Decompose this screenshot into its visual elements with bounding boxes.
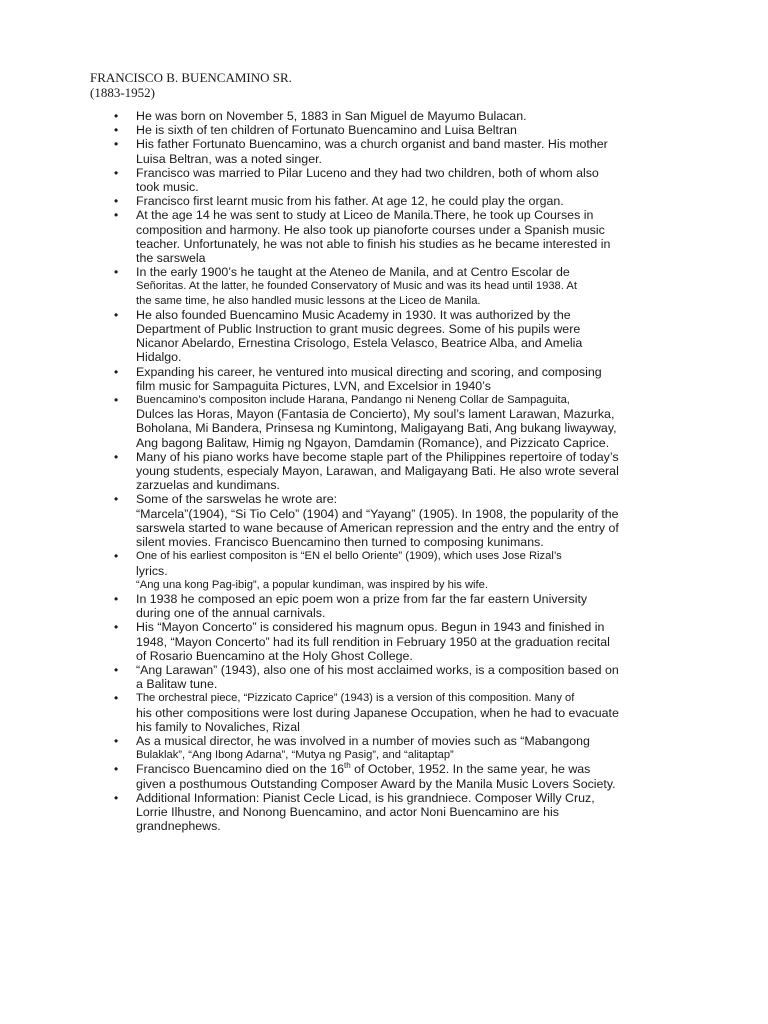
bullet-line: during one of the annual carnivals. — [136, 606, 326, 621]
bullet-icon: • — [114, 364, 119, 379]
bullet-icon: • — [114, 591, 119, 606]
bullet-line: Dulces las Horas, Mayon (Fantasia de Concierto), My soul’s lament Larawan, Mazurka, — [136, 407, 615, 422]
bullet-item — [114, 123, 686, 137]
bullet-line: Many of his piano works have become staple part of the Philippines repertoire of today’s — [136, 449, 619, 464]
bullet-item — [114, 137, 686, 165]
bullet-item — [114, 450, 686, 493]
bullet-line: Buencamino’s compositon include Harana, Pandango ni Neneng Collar de Sampaguita, — [136, 394, 570, 407]
bullet-line: Nicanor Abelardo, Ernestina Crisologo, Estela Velasco, Beatrice Alba, and Amelia — [136, 336, 583, 351]
bullet-item — [114, 620, 686, 663]
bullet-icon: • — [114, 733, 119, 748]
page-title: FRANCISCO B. BUENCAMINO SR. — [90, 70, 292, 85]
bullet-icon: • — [114, 393, 119, 408]
bullet-icon: • — [114, 762, 119, 777]
ordinal-superscript: th — [344, 761, 351, 771]
bullet-line: “Marcela”(1904), “Si Tio Celo” (1904) and “Yayang” (1905). In 1908, the popularity of the — [136, 506, 619, 521]
bullet-item — [114, 663, 686, 691]
bullet-line: As a musical director, he was involved in a number of movies such as “Mabangong — [136, 733, 590, 748]
bullet-item — [114, 691, 686, 734]
bullet-line: “Ang Larawan” (1943), also one of his most acclaimed works, is a composition based on — [136, 662, 619, 677]
bullet-line: He is sixth of ten children of Fortunato Buencamino and Luisa Beltran — [136, 123, 517, 138]
bullet-line: film music for Sampaguita Pictures, LVN, and Excelsior in 1940’s — [136, 378, 491, 393]
bullet-line: Francisco first learnt music from his father. At age 12, he could play the organ. — [136, 194, 564, 209]
bullet-line: his other compositions were lost during Japanese Occupation, when he had to evacuate — [136, 705, 619, 720]
bullet-line: Additional Information: Pianist Cecle Licad, is his grandniece. Composer Willy Cruz, — [136, 790, 595, 805]
bullet-list — [114, 109, 686, 833]
bullet-line: Francisco was married to Pilar Luceno and they had two children, both of whom also — [136, 165, 599, 180]
bullet-icon: • — [114, 662, 119, 677]
bullet-icon: • — [114, 307, 119, 322]
bullet-item — [114, 592, 686, 620]
bullet-line: silent movies. Francisco Buencamino then turned to composing kunimans. — [136, 535, 544, 550]
bullet-icon: • — [114, 549, 119, 564]
bullet-line: Hidalgo. — [136, 350, 182, 365]
bullet-line: Luisa Beltran, was a noted singer. — [136, 151, 322, 166]
bullet-line: took music. — [136, 180, 199, 195]
document-header — [90, 70, 292, 100]
bullet-item — [114, 265, 686, 308]
bullet-line: sarswela started to wane because of American repression and the entry and the entry of — [136, 520, 619, 535]
bullet-line: Ang bagong Balitaw, Himig ng Ngayon, Damdamin (Romance), and Pizzicato Caprice. — [136, 435, 610, 450]
bullet-line: Department of Public Instruction to grant music degrees. Some of his pupils were — [136, 322, 581, 337]
bullet-line: zarzuelas and kundimans. — [136, 478, 280, 493]
bullet-icon: • — [114, 620, 119, 635]
bullet-item — [114, 393, 686, 450]
bullet-icon: • — [114, 194, 119, 209]
bullet-line: His “Mayon Concerto” is considered his magnum opus. Begun in 1943 and finished in — [136, 620, 605, 635]
bullet-item — [114, 194, 686, 208]
bullet-line: The orchestral piece, “Pizzicato Caprice” (1943) is a version of this composition. Many of — [136, 692, 575, 705]
bullet-line: given a posthumous Outstanding Composer Award by the Manila Music Lovers Society. — [136, 776, 616, 791]
bullet-line: grandnephews. — [136, 819, 221, 834]
bullet-line: His father Fortunato Buencamino, was a church organist and band master. His mother — [136, 137, 608, 152]
bullet-line: his family to Novaliches, Rizal — [136, 719, 300, 734]
life-years: (1883-1952) — [90, 85, 155, 100]
bullet-line: “Ang una kong Pag-ibig”, a popular kundiman, was inspired by his wife. — [136, 578, 488, 591]
bullet-icon: • — [114, 165, 119, 180]
bullet-line: In the early 1900’s he taught at the Ateneo de Manila, and at Centro Escolar de — [136, 265, 570, 280]
bullet-line: of Rosario Buencamino at the Holy Ghost College. — [136, 648, 413, 663]
bullet-line: Lorrie Ilhustre, and Nonong Buencamino, and actor Noni Buencamino are his — [136, 804, 559, 819]
bullet-line: He also founded Buencamino Music Academy in 1930. It was authorized by the — [136, 307, 571, 322]
bullet-line: Señoritas. At the latter, he founded Conservatory of Music and was its head until 1938. At — [136, 280, 577, 293]
bullet-icon: • — [114, 449, 119, 464]
bullet-line: composition and harmony. He also took up pianoforte courses under a Spanish music — [136, 222, 605, 237]
bullet-line: young students, especialy Mayon, Larawan, and Maligayang Bati. He also wrote several — [136, 464, 619, 479]
bullet-line: teacher. Unfortunately, he was not able to finish his studies as he became interested in — [136, 236, 611, 251]
bullet-line — [136, 762, 686, 776]
bullet-icon: • — [114, 208, 119, 223]
bullet-icon: • — [114, 123, 119, 138]
bullet-line: 1948, “Mayon Concerto” had its full rendition in February 1950 at the graduation recital — [136, 634, 610, 649]
line-text: Francisco Buencamino died on the 16 — [136, 762, 345, 777]
bullet-item — [114, 109, 686, 123]
bullet-line: Some of the sarswelas he wrote are: — [136, 492, 338, 507]
bullet-line: Bulaklak”, “Ang Ibong Adarna”, “Mutya ng Pasig”, and “alitaptap” — [136, 749, 454, 762]
bullet-icon: • — [114, 691, 119, 706]
bullet-icon: • — [114, 109, 119, 123]
bullet-icon: • — [114, 790, 119, 805]
bullet-line: a Balitaw tune. — [136, 677, 218, 692]
bullet-item — [114, 549, 686, 592]
bullet-item — [114, 365, 686, 393]
bullet-line: lyrics. — [136, 563, 168, 578]
bullet-line: the same time, he also handled music lessons at the Liceo de Manila. — [136, 294, 481, 307]
bullet-line: He was born on November 5, 1883 in San Miguel de Mayumo Bulacan. — [136, 109, 527, 123]
bullet-icon: • — [114, 492, 119, 507]
bullet-item — [114, 208, 686, 265]
line-text: of October, 1952. In the same year, he was — [350, 762, 591, 777]
bullet-icon: • — [114, 137, 119, 152]
bullet-icon: • — [114, 265, 119, 280]
bullet-line: One of his earliest compositon is “EN el bello Oriente” (1909), which uses Jose Rizal’s — [136, 550, 562, 563]
bullet-item — [114, 166, 686, 194]
bullet-line: Boholana, Mi Bandera, Prinsesa ng Kumintong, Maligayang Bati, Ang bukang liwayway, — [136, 421, 617, 436]
bullet-item — [114, 734, 686, 762]
bullet-line: In 1938 he composed an epic poem won a prize from far the far eastern University — [136, 591, 588, 606]
bullet-line: Expanding his career, he ventured into musical directing and scoring, and composing — [136, 364, 602, 379]
bullet-item — [114, 308, 686, 365]
bullet-item — [114, 492, 686, 549]
bullet-item — [114, 762, 686, 790]
bullet-line: the sarswela — [136, 251, 206, 266]
bullet-item — [114, 791, 686, 834]
bullet-line: At the age 14 he was sent to study at Liceo de Manila.There, he took up Courses in — [136, 208, 594, 223]
